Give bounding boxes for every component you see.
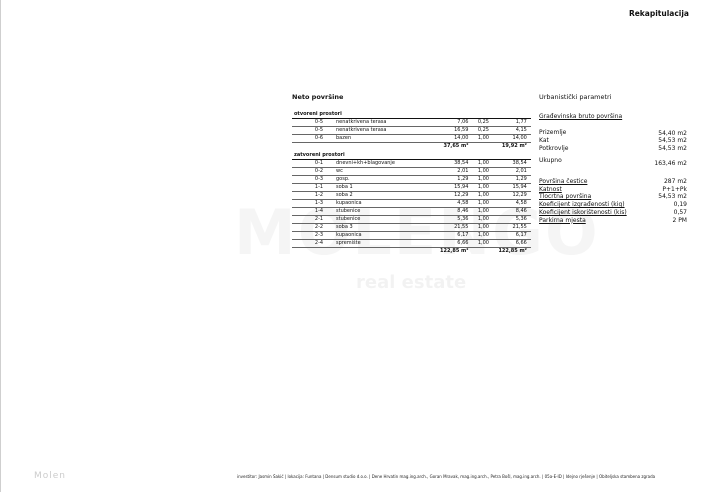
gbp-label: Potkrovlje xyxy=(539,145,569,152)
room-factor: 1,00 xyxy=(470,240,496,248)
gbp-value: 54,40 m2 xyxy=(658,130,687,137)
neto-heading: Neto površine xyxy=(292,93,344,101)
room-area: 1,29 xyxy=(438,176,470,184)
room-result: 8,46 xyxy=(496,208,530,216)
room-area: 8,46 xyxy=(438,208,470,216)
room-code: 2-1 xyxy=(292,216,334,224)
section-total xyxy=(292,143,531,151)
room-factor: 0,25 xyxy=(470,119,496,127)
room-area: 12,29 xyxy=(438,192,470,200)
room-area: 14,00 xyxy=(438,135,470,143)
room-name: soba 3 xyxy=(334,224,438,232)
gbp-total-value: 163,46 m2 xyxy=(654,160,687,167)
table-row xyxy=(292,224,531,232)
param-label: Koeficijent iskorištenosti (kis) xyxy=(539,208,627,216)
room-result: 15,94 xyxy=(496,184,530,192)
table-row xyxy=(292,176,531,184)
room-name: dnevni+kh+blagovanje xyxy=(334,160,438,168)
gbp-value: 54,53 m2 xyxy=(658,145,687,152)
room-name: spremište xyxy=(334,240,438,248)
room-name: gosp. xyxy=(334,176,438,184)
room-code: 1-3 xyxy=(292,200,334,208)
room-area: 5,36 xyxy=(438,216,470,224)
room-factor: 1,00 xyxy=(470,192,496,200)
table-row xyxy=(292,127,531,135)
room-result: 2,01 xyxy=(496,168,530,176)
room-result: 21,55 xyxy=(496,224,530,232)
total-spacer xyxy=(334,143,438,151)
table-row xyxy=(292,216,531,224)
gbp-value: 54,53 m2 xyxy=(658,137,687,144)
room-code: 0-3 xyxy=(292,176,334,184)
room-name: kupaonica xyxy=(334,200,438,208)
room-name: nenatkrivena terasa xyxy=(334,119,438,127)
room-area: 7,06 xyxy=(438,119,470,127)
room-code: 2-4 xyxy=(292,240,334,248)
section-header xyxy=(292,111,531,119)
room-area: 38,54 xyxy=(438,160,470,168)
room-area: 6,66 xyxy=(438,240,470,248)
room-result: 12,29 xyxy=(496,192,530,200)
room-area: 2,01 xyxy=(438,168,470,176)
room-code: 0-5 xyxy=(292,127,334,135)
footer-logo: Molen xyxy=(34,471,67,481)
room-area: 4,58 xyxy=(438,200,470,208)
table-row xyxy=(292,240,531,248)
room-result: 38,54 xyxy=(496,160,530,168)
room-result: 4,15 xyxy=(496,127,530,135)
watermark-tagline: real estate xyxy=(356,272,467,293)
room-area: 21,55 xyxy=(438,224,470,232)
table-row xyxy=(292,184,531,192)
total-spacer xyxy=(470,248,496,256)
total-spacer xyxy=(334,248,438,256)
table-row xyxy=(292,135,531,143)
room-result: 1,77 xyxy=(496,119,530,127)
room-factor: 1,00 xyxy=(470,216,496,224)
room-factor: 1,00 xyxy=(470,200,496,208)
neto-area-table xyxy=(292,111,531,255)
room-name: bazen xyxy=(334,135,438,143)
param-label: Tlocrtna površina xyxy=(539,193,592,201)
table-row xyxy=(292,160,531,168)
param-value: P+1+Pk xyxy=(662,185,687,193)
room-factor: 1,00 xyxy=(470,224,496,232)
param-value: 54,53 m2 xyxy=(658,193,687,201)
room-area: 6,17 xyxy=(438,232,470,240)
room-result: 1,29 xyxy=(496,176,530,184)
room-name: soba 2 xyxy=(334,192,438,200)
param-value: 0,19 xyxy=(673,201,687,209)
room-name: stubenice xyxy=(334,208,438,216)
room-factor: 1,00 xyxy=(470,160,496,168)
total-area: 37,65 m² xyxy=(443,143,469,149)
section-title: zatvoreni prostori xyxy=(292,152,531,160)
param-label: Parkirna mjesta xyxy=(539,216,586,224)
table-row xyxy=(292,119,531,127)
room-factor: 1,00 xyxy=(470,168,496,176)
gbp-label: Prizemlje xyxy=(539,129,567,136)
room-code: 2-3 xyxy=(292,232,334,240)
param-label: Koeficijent izgrađenosti (kig) xyxy=(539,201,625,209)
room-factor: 1,00 xyxy=(470,184,496,192)
total-area: 122,85 m² xyxy=(440,248,469,254)
total-spacer xyxy=(292,248,334,256)
room-name: stubenice xyxy=(334,216,438,224)
total-spacer xyxy=(292,143,334,151)
gbp-total-label: Ukupno xyxy=(539,157,562,164)
room-code: 2-2 xyxy=(292,224,334,232)
room-result: 6,66 xyxy=(496,240,530,248)
room-factor: 1,00 xyxy=(470,208,496,216)
room-code: 0-1 xyxy=(292,160,334,168)
room-factor: 0,25 xyxy=(470,127,496,135)
section-total xyxy=(292,248,531,256)
room-code: 0-2 xyxy=(292,168,334,176)
table-row xyxy=(292,232,531,240)
footer-info: investitor: Jasmin Šakić | lokacija: Funtana | Densum studio d.o.o. | Dene Hrvatin mag.ing.arch., Goran Mravak, mag.ing.arch., Petra Bošl, mag.ing.arch. | 05a-E-ID | Idejno rješenje | Obiteljska stambena zgrada xyxy=(237,474,656,479)
room-code: 0-6 xyxy=(292,135,334,143)
room-code: 1-1 xyxy=(292,184,334,192)
room-area: 16,59 xyxy=(438,127,470,135)
room-result: 4,58 xyxy=(496,200,530,208)
room-code: 1-2 xyxy=(292,192,334,200)
section-header xyxy=(292,152,531,160)
table-row xyxy=(292,208,531,216)
param-value: 287 m2 xyxy=(663,178,687,185)
room-name: wc xyxy=(334,168,438,176)
room-name: soba 1 xyxy=(334,184,438,192)
room-factor: 1,00 xyxy=(470,135,496,143)
room-factor: 1,00 xyxy=(470,176,496,184)
room-name: kupaonica xyxy=(334,232,438,240)
param-value: 2 PM xyxy=(672,216,687,224)
param-label: Površina čestice xyxy=(539,178,588,185)
room-result: 5,36 xyxy=(496,216,530,224)
table-row xyxy=(292,192,531,200)
section-title: otvoreni prostori xyxy=(292,111,531,119)
gbp-subheading-label: Građevinska bruto površina xyxy=(539,113,623,120)
table-row xyxy=(292,168,531,176)
room-name: nenatkrivena terasa xyxy=(334,127,438,135)
room-area: 15,94 xyxy=(438,184,470,192)
total-result: 19,92 m² xyxy=(501,143,527,149)
table-row xyxy=(292,200,531,208)
param-value: 0,57 xyxy=(673,208,687,216)
total-spacer xyxy=(470,143,496,151)
total-result: 122,85 m² xyxy=(498,248,527,254)
param-label: Katnost xyxy=(539,185,562,193)
gbp-label: Kat xyxy=(539,137,549,144)
room-factor: 1,00 xyxy=(470,232,496,240)
urban-heading: Urbanistički parametri xyxy=(539,93,612,101)
room-code: 1-4 xyxy=(292,208,334,216)
room-result: 6,17 xyxy=(496,232,530,240)
room-result: 14,00 xyxy=(496,135,530,143)
room-code: 0-5 xyxy=(292,119,334,127)
page-title: Rekapitulacija xyxy=(628,9,689,18)
